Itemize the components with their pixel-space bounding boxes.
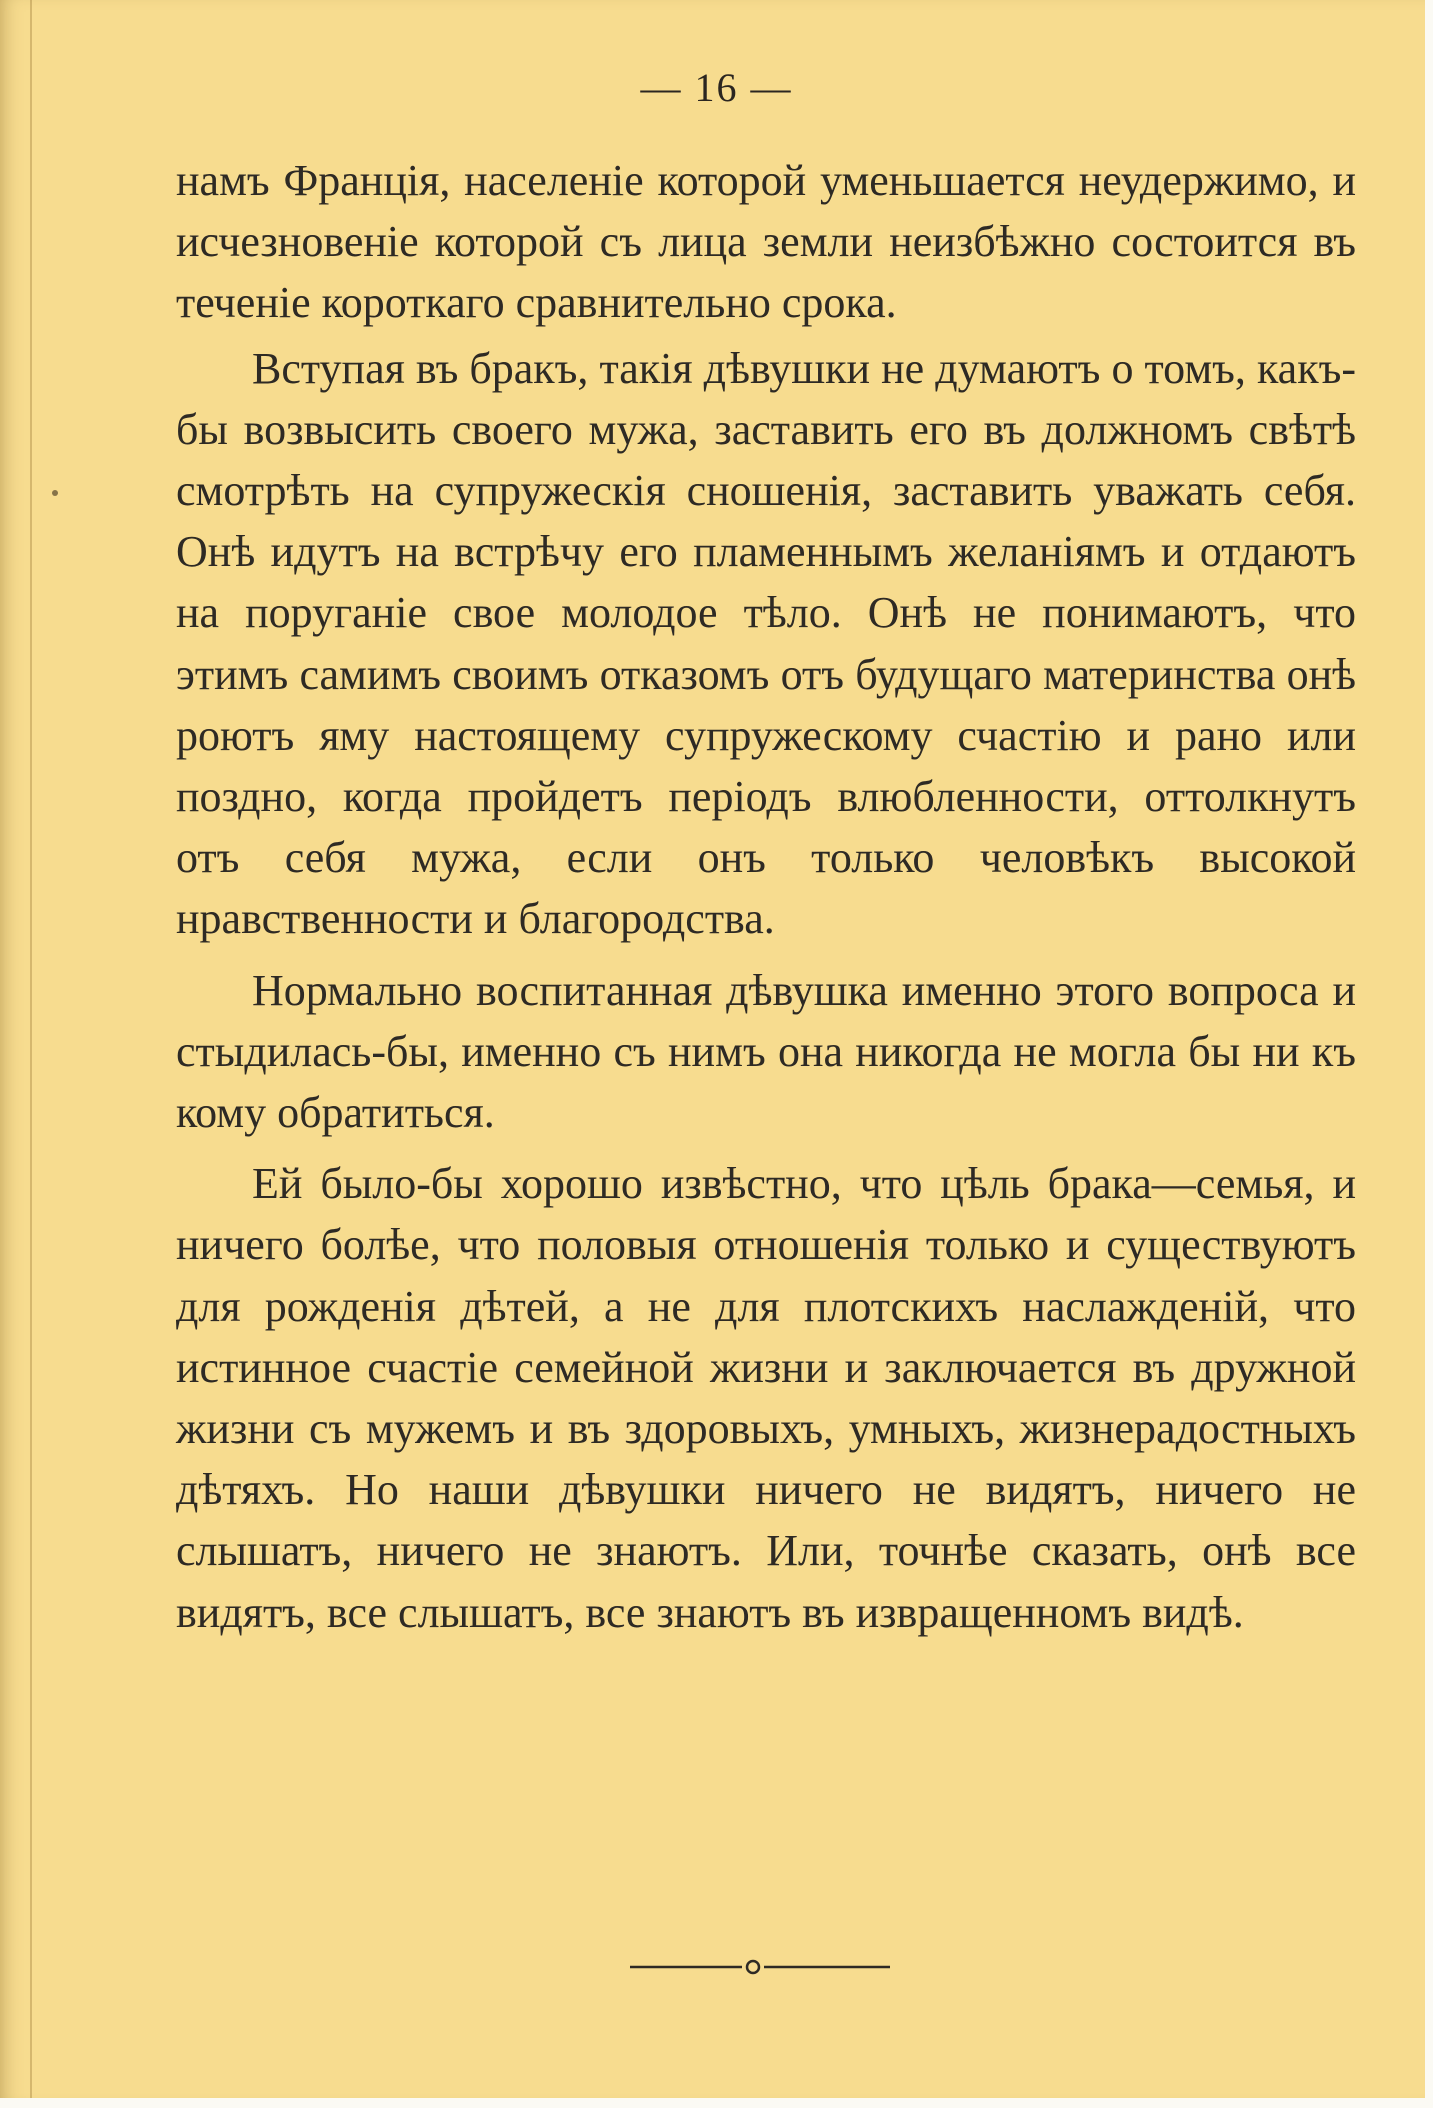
paragraph-3: Нормально воспитанная дѣвушка именно этого вопроса и стыдилась-бы, именно съ нимъ она никогда не могла бы ни къ кому обратиться. bbox=[176, 965, 1356, 1138]
margin-speck bbox=[52, 490, 58, 496]
paragraph-4: Ей было-бы хорошо извѣстно, что цѣль брака—семья, и ничего болѣе, что половыя отношенія только и существуютъ для рожденія дѣтей, а не для плотскихъ наслажденій, что истинное счастіе семейной жизни и заключается въ дружной жизни съ мужемъ и въ здоровыхъ, умныхъ, жизнерадостныхъ дѣтяхъ. Но наши дѣвушки ничего не видятъ, ничего не слышатъ, ничего не знаютъ. Или, точнѣе сказать, онѣ все видятъ, все слышатъ, все знаютъ въ извращенномъ видѣ. bbox=[176, 1159, 1356, 1637]
scan-margin-bottom bbox=[0, 2098, 1433, 2108]
page-text bbox=[176, 150, 1356, 1643]
paragraph-1: намъ Франція, населеніе которой уменьшается неудержимо, и исчезновеніе которой съ лица земли неизбѣжно состоится въ теченіе короткаго сравнительно срока. bbox=[176, 156, 1356, 328]
page-number-header: — 16 — bbox=[640, 65, 793, 110]
section-end-ornament bbox=[630, 1957, 890, 1977]
paragraph-2: Вступая въ бракъ, такія дѣвушки не думаютъ о томъ, какъ-бы возвысить своего мужа, заставить его въ должномъ свѣтѣ смотрѣть на супружескія сношенія, заставить уважать себя. Онѣ идутъ на встрѣчу его пламеннымъ желаніямъ и отдаютъ на поруганіе свое молодое тѣло. Онѣ не понимаютъ, что этимъ самимъ своимъ отказомъ отъ будущаго материнства онѣ роютъ яму настоящему супружескому счастію и рано или поздно, когда пройдетъ періодъ влюбленности, оттолкнутъ отъ себя мужа, если онъ только человѣкъ высокой нравственности и благородства. bbox=[176, 343, 1356, 944]
scan-margin-right bbox=[1425, 0, 1433, 2108]
page-spine-line bbox=[30, 0, 32, 2108]
